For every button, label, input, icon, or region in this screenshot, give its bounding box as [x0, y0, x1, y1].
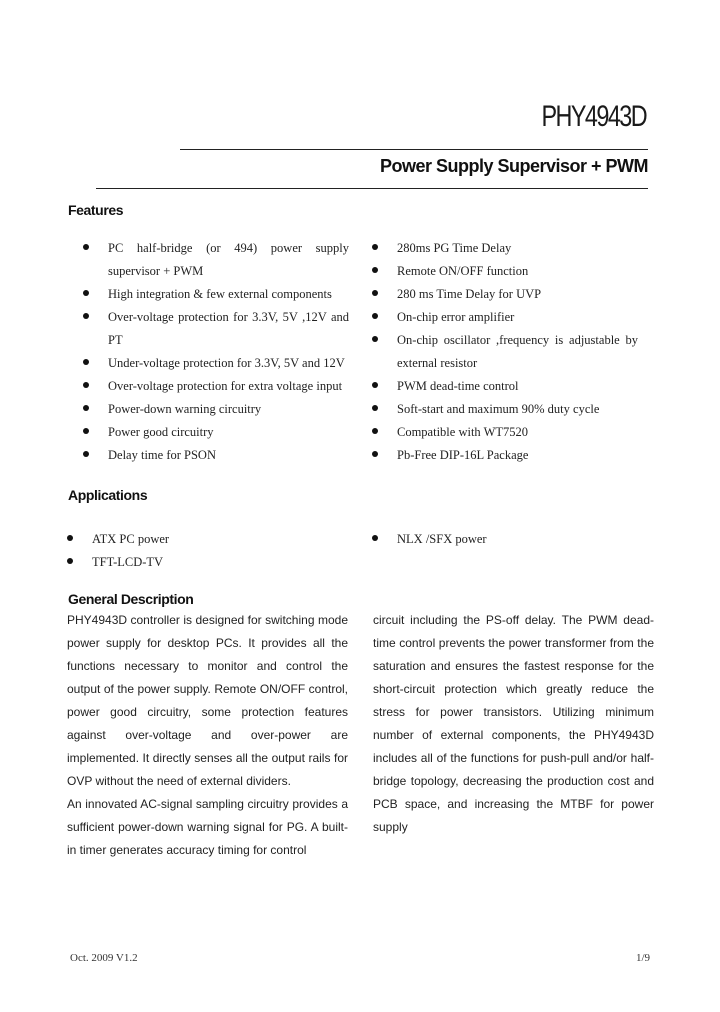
list-item: Power good circuitry — [68, 421, 349, 444]
list-item: Delay time for PSON — [68, 444, 349, 467]
list-item: Under-voltage protection for 3.3V, 5V and 12V — [68, 352, 349, 375]
list-item: 280ms PG Time Delay — [357, 237, 638, 260]
list-item: TFT-LCD-TV — [52, 551, 333, 574]
list-item: Compatible with WT7520 — [357, 421, 638, 444]
features-heading: Features — [68, 202, 124, 218]
list-item: On-chip oscillator ,frequency is adjustable by external resistor — [357, 329, 638, 375]
general-description-heading: General Description — [68, 591, 194, 607]
header-rule-bottom — [96, 188, 648, 189]
list-item: ATX PC power — [52, 528, 333, 551]
list-item: Power-down warning circuitry — [68, 398, 349, 421]
list-item: On-chip error amplifier — [357, 306, 638, 329]
part-number: PHY4943D — [541, 100, 646, 133]
list-item: PWM dead-time control — [357, 375, 638, 398]
list-item: Soft-start and maximum 90% duty cycle — [357, 398, 638, 421]
list-item: Over-voltage protection for extra voltage input — [68, 375, 349, 398]
list-item: 280 ms Time Delay for UVP — [357, 283, 638, 306]
applications-list-left — [52, 528, 333, 574]
features-list-right — [357, 237, 638, 467]
features-list-left — [68, 237, 349, 467]
description-paragraph-2: An innovated AC-signal sampling circuitry provides a sufficient power-down warning signal for PG. A built-in timer generates accuracy timing for control — [67, 797, 348, 857]
list-item: PC half-bridge (or 494) power supply supervisor + PWM — [68, 237, 349, 283]
footer-page-number: 1/9 — [635, 952, 650, 964]
list-item: Remote ON/OFF function — [357, 260, 638, 283]
description-paragraph-1: PHY4943D controller is designed for switching mode power supply for desktop PCs. It provides all the functions necessary to monitor and control the output of the power supply. Remote ON/OFF control, power good circuitry, some protection features against over-voltage and over-power are implemented. It directly senses all the output rails for OVP without the need of external dividers. — [67, 613, 348, 788]
footer-date-version: Oct. 2009 V1.2 — [70, 952, 138, 964]
list-item: NLX /SFX power — [357, 528, 638, 551]
list-item: High integration & few external components — [68, 283, 349, 306]
applications-list-right — [357, 528, 638, 551]
applications-heading: Applications — [68, 487, 148, 503]
description-paragraph-3: circuit including the PS-off delay. The PWM dead-time control prevents the power transformer from the saturation and ensures the fastest response for the short-circuit protection which greatly reduce the stress for power transistors. Utilizing minimum number of external components, the PHY4943D includes all of the functions for push-pull and/or half-bridge topology, decreasing the production cost and PCB space, and increasing the MTBF for power supply — [373, 613, 654, 834]
header-rule-top — [180, 149, 648, 150]
document-subtitle: Power Supply Supervisor + PWM — [379, 156, 648, 176]
list-item: Pb-Free DIP-16L Package — [357, 444, 638, 467]
list-item: Over-voltage protection for 3.3V, 5V ,12V and PT — [68, 306, 349, 352]
